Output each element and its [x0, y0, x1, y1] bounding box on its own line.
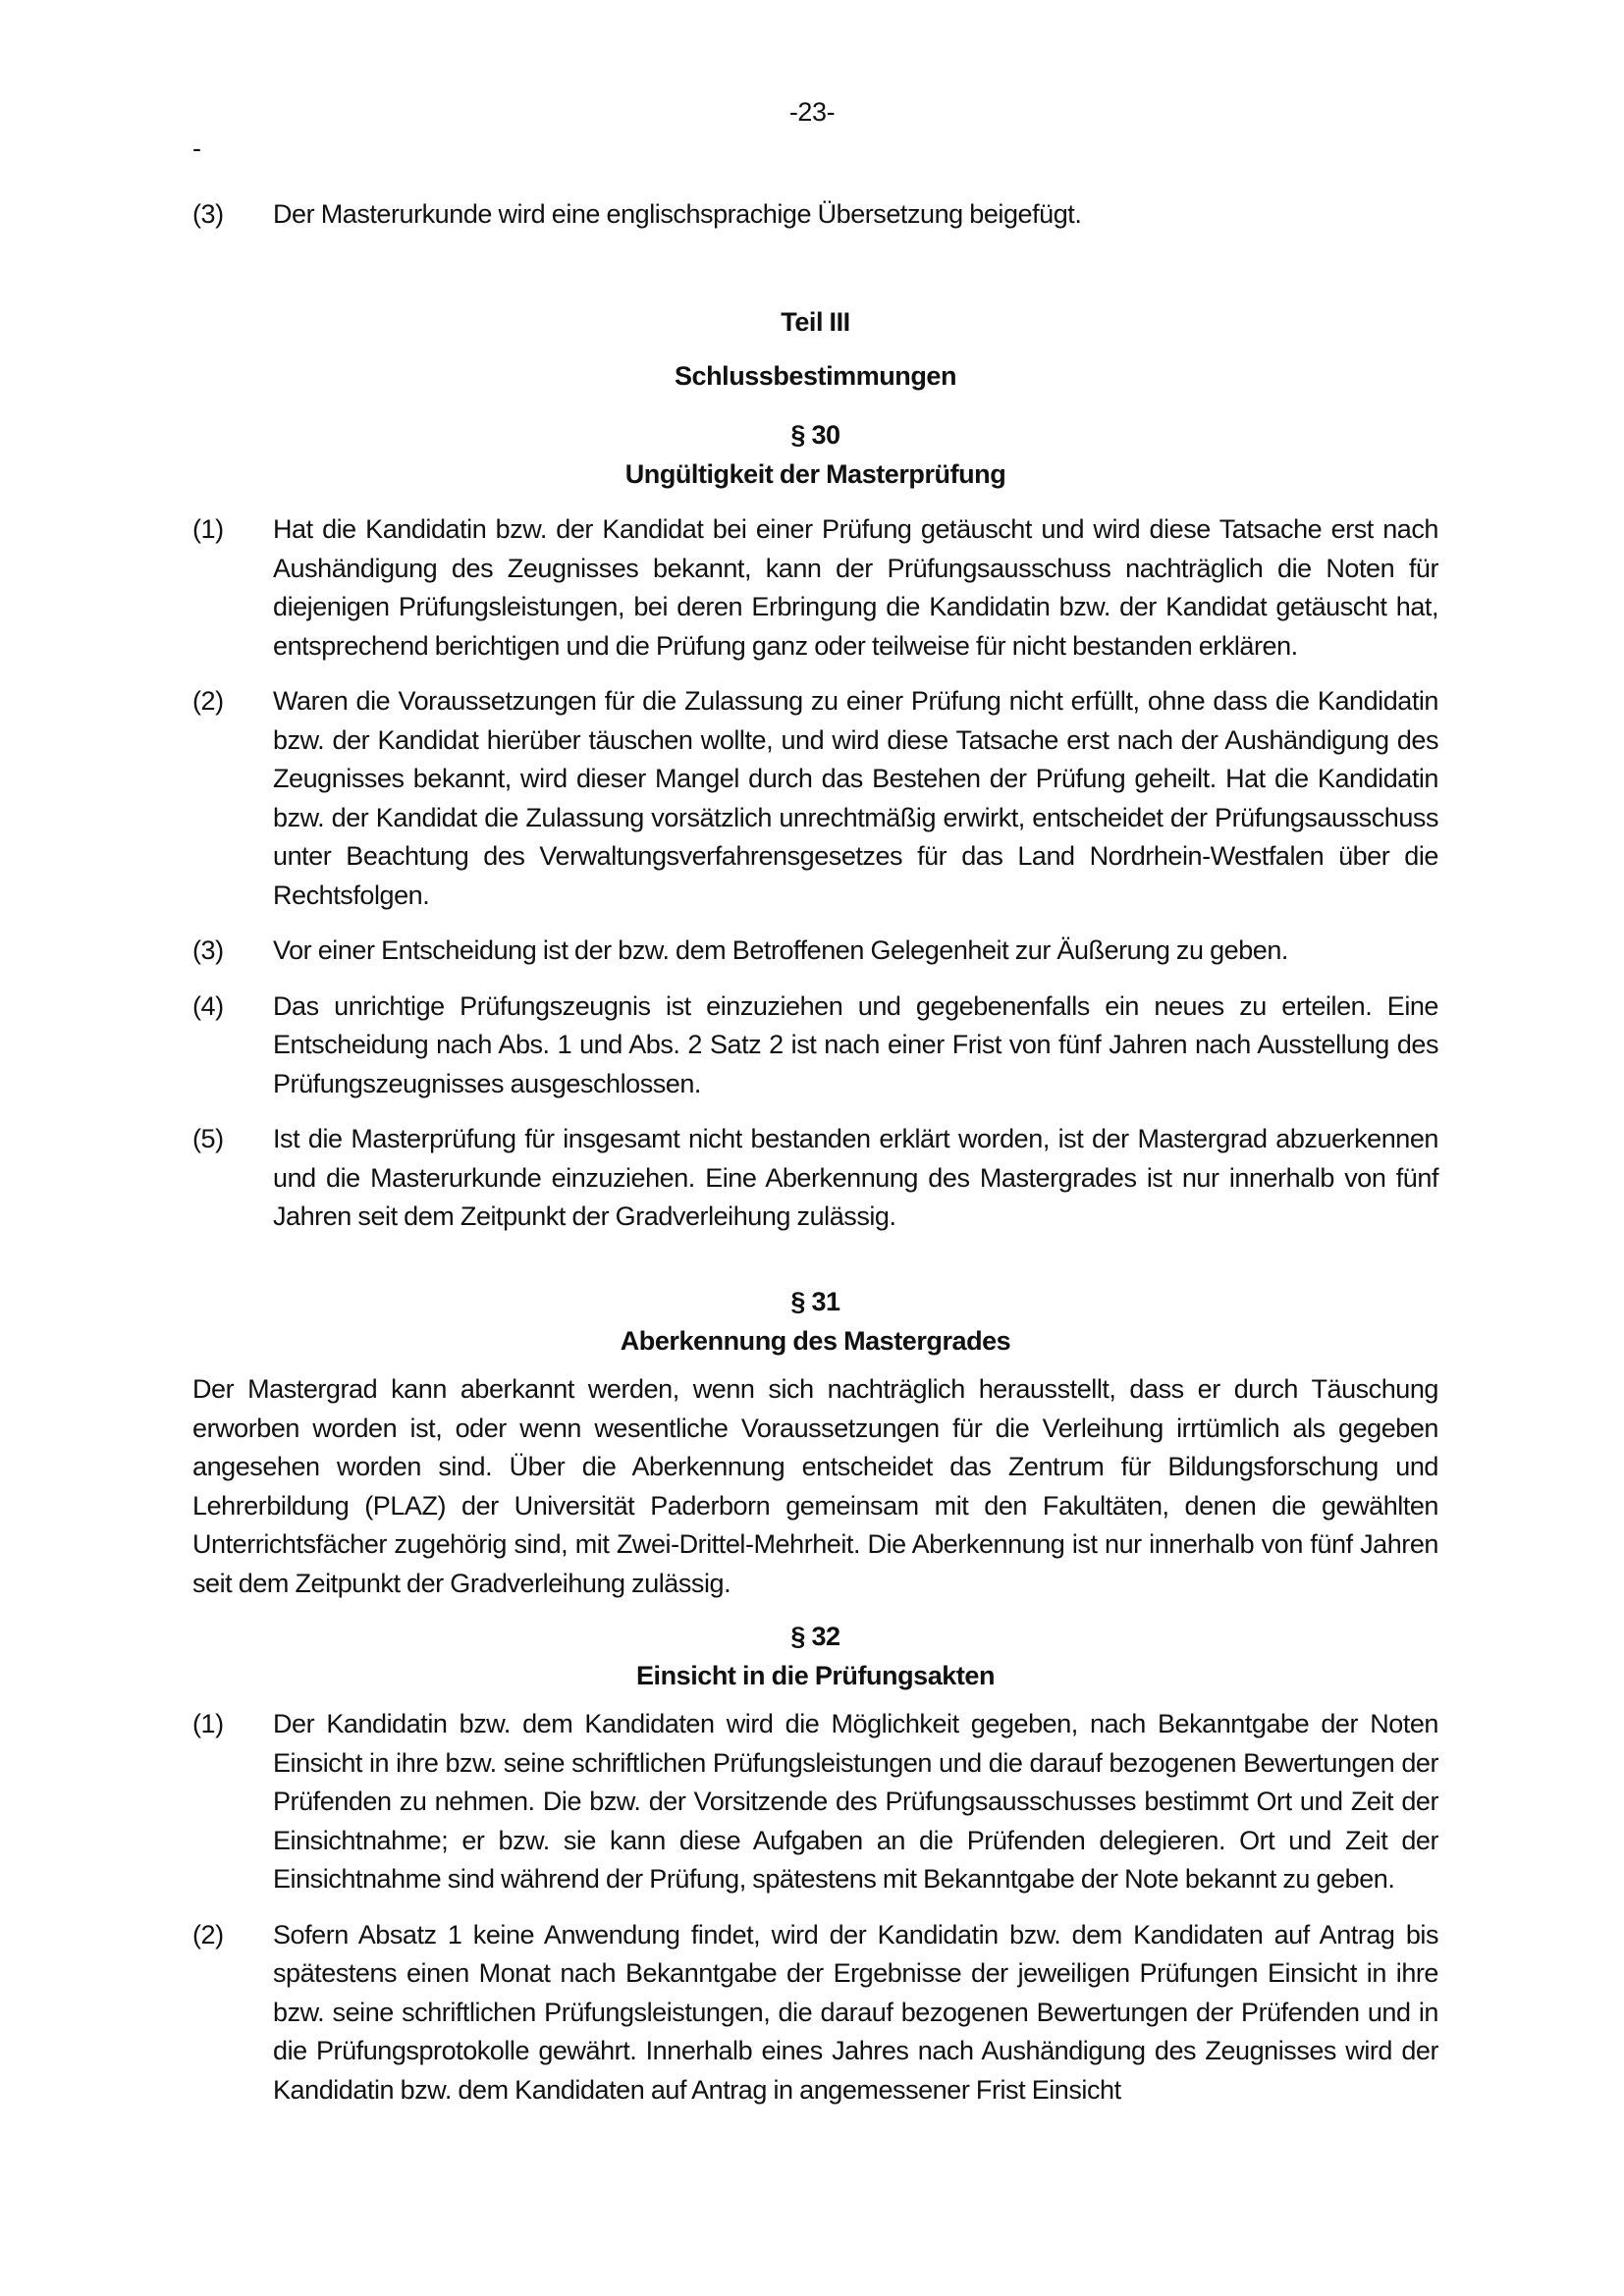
paragraph-text: Hat die Kandidatin bzw. der Kandidat bei einer Prüfung getäuscht und wird diese Tatsache erst nach Aushändigung des Zeugnisses bekannt, kann der Prüfungsausschuss nachträglich die Noten für diejenigen Prüfungsleistungen, bei deren Erbringung die Kandidatin bzw. der Kandidat getäuscht hat, entsprechend berichtigen und die Prüfung ganz oder teilweise für nicht bestanden erklären.: [273, 514, 1438, 661]
paragraph-text: Der Kandidatin bzw. dem Kandidaten wird die Möglichkeit gegeben, nach Bekanntgabe der Noten Einsicht in ihre bzw. seine schriftlichen Prüfungsleistungen und die darauf bezogenen Bewertungen der Prüfenden zu nehmen. Die bzw. der Vorsitzende des Prüfungsausschusses bestimmt Ort und Zeit der Einsichtnahme; er bzw. sie kann diese Aufgaben an die Prüfenden delegieren. Ort und Zeit der Einsichtnahme sind während der Prüfung, spätestens mit Bekanntgabe der Note bekannt zu geben.: [273, 1709, 1438, 1894]
section-30-paragraph-2: [192, 682, 1438, 915]
section-32-title: Einsicht in die Prüfungsakten: [635, 1660, 995, 1690]
section-32-number: § 32: [790, 1622, 840, 1651]
part-title: Teil III: [781, 307, 850, 337]
section-31-number: § 31: [790, 1287, 840, 1316]
paragraph-text: Vor einer Entscheidung ist der bzw. dem Betroffenen Gelegenheit zur Äußerung zu geben.: [273, 935, 1288, 965]
page-number: -23-: [788, 97, 836, 127]
paragraph-number: (1): [192, 1709, 224, 1738]
paragraph-number: (5): [192, 1124, 224, 1153]
section-31-title: Aberkennung des Mastergrades: [620, 1325, 1011, 1356]
paragraph-number: (2): [192, 1919, 224, 1949]
paragraph-text: Der Masterurkunde wird eine englischsprachige Übersetzung beigefügt.: [273, 199, 1082, 229]
part-subtitle: Schlussbestimmungen: [674, 361, 956, 391]
page-dash: -: [192, 133, 201, 163]
section-30-paragraph-3: [192, 932, 1438, 971]
part-heading-block: [192, 303, 1438, 343]
paragraph-number: (1): [192, 514, 224, 544]
section-32: [192, 1618, 1438, 2109]
section-30-paragraph-1: [192, 510, 1438, 666]
section-30-title: Ungültigkeit der Masterprüfung: [624, 458, 1006, 489]
paragraph-number: (4): [192, 990, 224, 1021]
section-30-number: § 30: [790, 420, 840, 450]
paragraph-number: (2): [192, 686, 224, 716]
section-30: [192, 416, 1438, 1237]
paragraph-text: Ist die Masterprüfung für insgesamt nicht bestanden erklärt worden, ist der Mastergrad abzuerkennen und die Masterurkunde einzuziehen. Eine Aberkennung des Mastergrades ist nur innerhalb von fünf Jahren seit dem Zeitpunkt der Gradverleihung zulässig.: [273, 1124, 1438, 1231]
paragraph-text: Das unrichtige Prüfungszeugnis ist einzuziehen und gegebenenfalls ein neues zu erteilen. Eine Entscheidung nach Abs. 1 und Abs. 2 Satz 2 ist nach einer Frist von fünf Jahren nach Ausstellung des Prüfungszeugnisses ausgeschlossen.: [273, 990, 1438, 1098]
intro-paragraph: [192, 195, 1438, 235]
section-32-paragraph-2: [192, 1916, 1438, 2110]
intro-paragraph-block: [192, 195, 1438, 235]
section-32-paragraph-1: [192, 1705, 1438, 1899]
paragraph-text: Waren die Voraussetzungen für die Zulassung zu einer Prüfung nicht erfüllt, ohne dass die Kandidatin bzw. der Kandidat hierüber täuschen wollte, und wird diese Tatsache erst nach der Aushändigung des Zeugnisses bekannt, wird dieser Mangel durch das Bestehen der Prüfung geheilt. Hat die Kandidatin bzw. der Kandidat die Zulassung vorsätzlich unrechtmäßig erwirkt, entscheidet der Prüfungsausschuss unter Beachtung des Verwaltungsverfahrensgesetzes für das Land Nordrhein-Westfalen über die Rechtsfolgen.: [273, 686, 1438, 910]
section-31-text: Der Mastergrad kann aberkannt werden, wenn sich nachträglich herausstellt, dass er durch Täuschung erworben worden ist, oder wenn wesentliche Voraussetzungen für die Verleihung irrtümlich als gegeben angesehen worden sind. Über die Aberkennung entscheidet das Zentrum für Bildungsforschung und Lehrerbildung (PLAZ) der Universität Paderborn gemeinsam mit den Fakultäten, denen die gewählten Unterrichtsfächer zugehörig sind, mit Zwei-Drittel-Mehrheit. Die Aberkennung ist nur innerhalb von fünf Jahren seit dem Zeitpunkt der Gradverleihung zulässig.: [192, 1374, 1438, 1598]
section-30-paragraph-4: [192, 988, 1438, 1104]
section-31: [192, 1283, 1438, 1603]
paragraph-number: (3): [192, 199, 224, 229]
paragraph-text: Sofern Absatz 1 keine Anwendung findet, wird der Kandidatin bzw. dem Kandidaten auf Antrag bis spätestens einen Monat nach Bekanntgabe der Ergebnisse der jeweiligen Prüfungen Einsicht in ihre bzw. seine schriftlichen Prüfungsleistungen, die darauf bezogenen Bewertungen der Prüfenden und in die Prüfungsprotokolle gewährt. Innerhalb eines Jahres nach Aushändigung des Zeugnisses wird der Kandidatin bzw. dem Kandidaten auf Antrag in angemessener Frist Einsicht: [273, 1919, 1438, 2105]
part-subtitle-block: [192, 357, 1438, 397]
section-30-paragraph-5: [192, 1120, 1438, 1237]
paragraph-number: (3): [192, 935, 224, 965]
